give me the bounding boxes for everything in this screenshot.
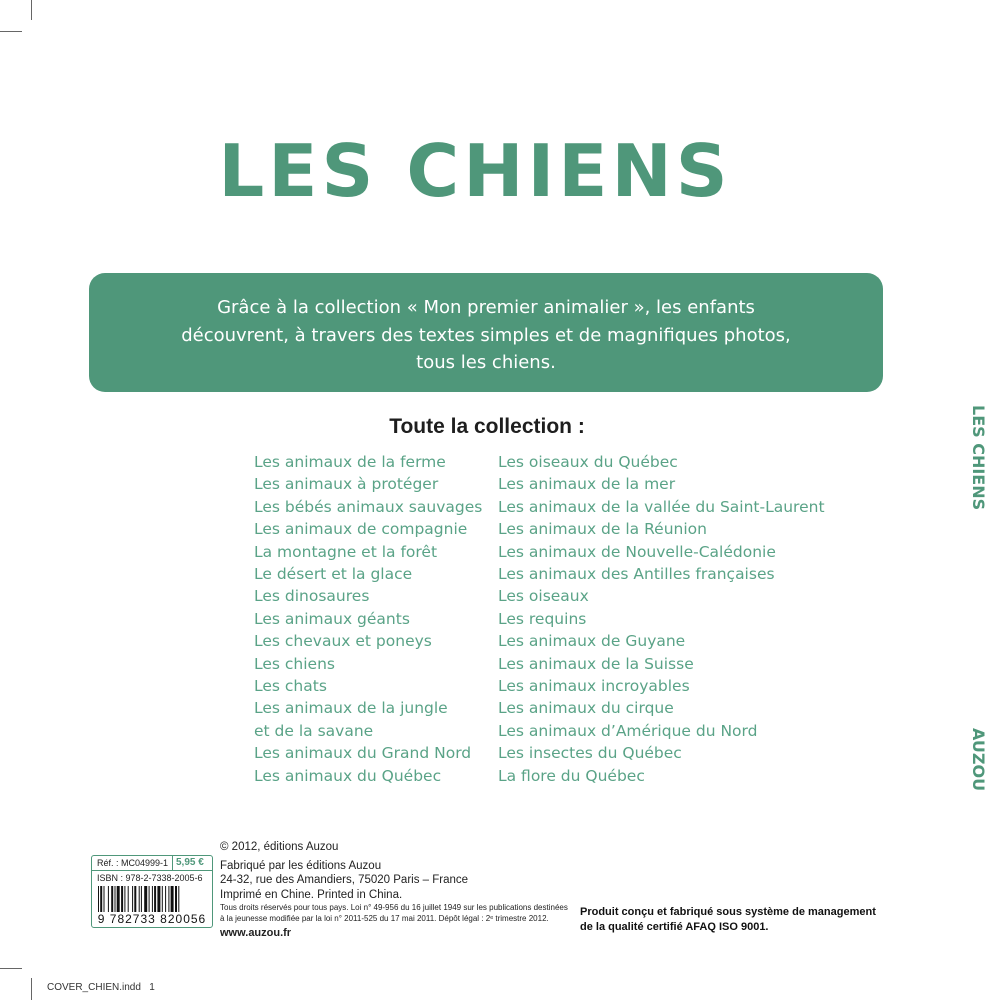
page-title: LES CHIENS xyxy=(218,129,732,213)
list-item: Les requins xyxy=(498,609,587,628)
barcode-icon xyxy=(98,886,206,912)
quality-line: de la qualité certifié AFAQ ISO 9001. xyxy=(580,921,769,933)
collection-list-left xyxy=(254,451,482,787)
list-item: Les dinosaures xyxy=(254,587,370,606)
intro-line: tous les chiens. xyxy=(416,352,556,373)
reference-number: Réf. : MC04999-1 xyxy=(97,858,169,868)
quality-line: Produit conçu et fabriqué sous système de management xyxy=(580,906,876,918)
list-item: Les animaux de Nouvelle-Calédonie xyxy=(498,542,776,561)
legal-text: Tous droits réservés pour tous pays. Loi n° 49-956 du 16 juillet 1949 sur les publications destinées xyxy=(220,903,568,912)
intro-panel xyxy=(89,273,883,392)
list-item: La montagne et la forêt xyxy=(254,542,438,561)
crop-mark xyxy=(31,978,32,1000)
barcode-digits: 9 782733 820056 xyxy=(97,912,207,926)
list-item: Les oiseaux xyxy=(498,587,589,606)
list-item: Les animaux de la mer xyxy=(498,475,676,494)
collection-heading: Toute la collection : xyxy=(389,415,585,438)
list-item: Les animaux d’Amérique du Nord xyxy=(498,721,758,740)
publisher-name: Fabriqué par les éditions Auzou xyxy=(220,859,382,872)
list-item: Les animaux de Guyane xyxy=(498,632,686,651)
printed-in: Imprimé en Chine. Printed in China. xyxy=(220,888,403,901)
spine-publisher: AUZOU xyxy=(969,728,988,792)
price-divider xyxy=(172,856,173,870)
publisher-address: 24-32, rue des Amandiers, 75020 Paris – France xyxy=(220,874,469,886)
list-item: Les animaux de la vallée du Saint-Laurent xyxy=(498,497,825,516)
list-item: Les animaux à protéger xyxy=(254,475,439,494)
list-item: Les insectes du Québec xyxy=(498,744,682,763)
price: 5,95 € xyxy=(176,857,204,868)
list-item: Les animaux de la ferme xyxy=(254,453,446,471)
isbn: ISBN : 978-2-7338-2005-6 xyxy=(97,873,203,883)
legal-text: à la jeunesse modifiée par la loi n° 2011-525 du 17 mai 2011. Dépôt légal : 2ᵉ trimestre 2012. xyxy=(220,914,549,923)
list-item: Les animaux incroyables xyxy=(498,677,690,696)
list-item: Les chevaux et poneys xyxy=(254,632,432,651)
crop-mark xyxy=(0,968,22,969)
publisher-info xyxy=(220,840,568,941)
file-slug: COVER_CHIEN.indd 1 xyxy=(47,982,155,993)
list-item: Le désert et la glace xyxy=(254,565,413,584)
collection-list-right xyxy=(498,451,825,787)
label-divider xyxy=(92,870,212,871)
quality-statement xyxy=(580,905,876,935)
intro-line: Grâce à la collection « Mon premier animalier », les enfants xyxy=(217,297,755,318)
list-item: Les animaux du Grand Nord xyxy=(254,744,472,763)
copyright: © 2012, éditions Auzou xyxy=(220,841,339,853)
website-link[interactable]: www.auzou.fr xyxy=(220,927,292,939)
list-item: Les animaux du Québec xyxy=(254,766,442,785)
intro-line: découvrent, à travers des textes simples et de magnifiques photos, xyxy=(181,324,791,346)
list-item: Les animaux de compagnie xyxy=(254,520,468,539)
price-label xyxy=(91,855,213,928)
list-item: Les animaux des Antilles françaises xyxy=(498,565,775,584)
list-item: Les bébés animaux sauvages xyxy=(254,497,483,516)
list-item: Les animaux géants xyxy=(254,609,410,628)
list-item: Les oiseaux du Québec xyxy=(498,453,678,471)
crop-mark xyxy=(31,0,32,20)
crop-mark xyxy=(0,31,22,32)
intro-text xyxy=(89,294,883,377)
list-item: La flore du Québec xyxy=(498,766,645,785)
list-item: Les animaux de la Suisse xyxy=(498,654,694,673)
spine-title: LES CHIENS xyxy=(969,405,988,511)
list-item: Les animaux du cirque xyxy=(498,699,674,718)
list-item: Les chiens xyxy=(254,654,335,673)
list-item: Les animaux de la jungle xyxy=(254,699,448,718)
list-item: Les animaux de la Réunion xyxy=(498,520,707,539)
list-item: et de la savane xyxy=(254,721,374,740)
list-item: Les chats xyxy=(254,677,327,696)
